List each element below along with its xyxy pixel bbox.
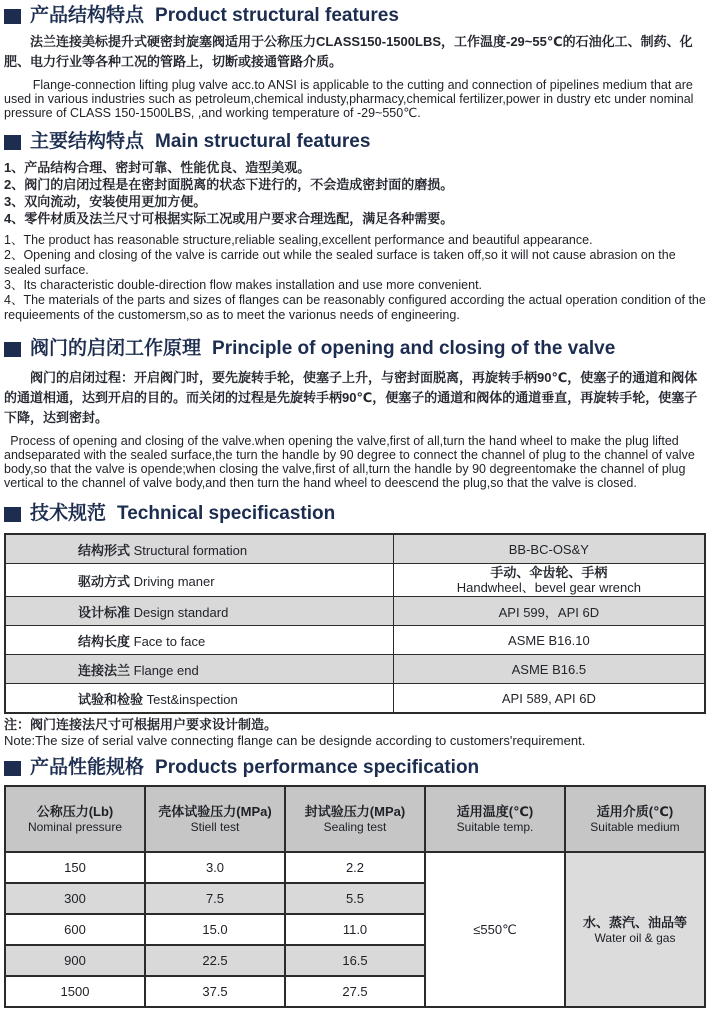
spec-label-en: Driving maner: [133, 573, 215, 589]
perf-pressure-cell: 150: [5, 852, 145, 883]
feature-list-en: [4, 233, 706, 323]
spec-row-face-to-face: [5, 626, 705, 655]
header-label-en: Suitable medium: [590, 820, 680, 834]
header-label-en: Nominal pressure: [27, 820, 123, 834]
technical-spec-table: [4, 533, 706, 714]
section-marker-icon: [4, 342, 21, 357]
perf-pressure-cell: 300: [5, 883, 145, 914]
perf-seal-cell: 27.5: [285, 976, 425, 1007]
section-title-en: Main structural features: [155, 131, 371, 152]
perf-header-row: [5, 786, 705, 852]
spec-label-zh: 试验和检验: [78, 691, 144, 707]
feature-item-zh: 4、零件材质及法兰尺寸可根据实际工况或用户要求合理选配，满足各种需要。: [4, 211, 454, 226]
spec-value-cell: BB-BC-OS&Y: [393, 534, 705, 564]
section-title-main-features: [4, 130, 706, 154]
section-title-performance: [4, 756, 706, 780]
spec-label-en: Structural formation: [133, 542, 248, 558]
header-label-zh: 适用介质(℃): [596, 804, 674, 819]
perf-seal-cell: 2.2: [285, 852, 425, 883]
medium-label-en: Water oil & gas: [594, 930, 676, 945]
features-paragraph-zh: 法兰连接美标提升式硬密封旋塞阀适用于公称压力CLASS150-1500LBS，工作温度-29~55℃的石油化工、制药、化肥、电力行业等各种工况的管路上，切断或接通管路介质。: [4, 34, 693, 69]
spec-row-design-standard: [5, 597, 705, 626]
perf-pressure-cell: 600: [5, 914, 145, 945]
perf-header-shell-test: [145, 786, 285, 852]
spec-label-cell: [5, 597, 393, 626]
perf-shell-cell: 3.0: [145, 852, 285, 883]
spec-value-cell: API 589, API 6D: [393, 684, 705, 714]
section-title-zh: 技术规范: [30, 503, 107, 524]
section-marker-icon: [4, 135, 21, 150]
section-performance-specification: [4, 756, 706, 1008]
spec-label-zh: 连接法兰: [78, 662, 131, 678]
perf-pressure-cell: 1500: [5, 976, 145, 1007]
spec-label-en: Design standard: [133, 604, 229, 620]
spec-label-cell: [5, 626, 393, 655]
feature-item-en: 1、The product has reasonable structure,reliable sealing,excellent performance and beautiful appearance.: [4, 233, 593, 247]
section-title-principle: [4, 337, 706, 361]
section-title-zh: 主要结构特点: [30, 131, 145, 152]
header-label-zh: 封试验压力(MPa): [304, 804, 406, 819]
spec-label-en: Flange end: [133, 662, 199, 678]
perf-header-suitable-medium: [565, 786, 705, 852]
spec-label-en: Test&inspection: [146, 691, 238, 707]
spec-label-cell: [5, 655, 393, 684]
section-main-structural-features: [4, 130, 706, 323]
perf-temp-cell: ≤550℃: [425, 852, 565, 1007]
header-label-zh: 公称压力(Lb): [36, 804, 114, 819]
section-title-zh: 产品性能规格: [30, 757, 145, 778]
feature-item-zh: 1、产品结构合理、密封可靠、性能优良、造型美观。: [4, 160, 311, 175]
perf-seal-cell: 16.5: [285, 945, 425, 976]
section-title-en: Principle of opening and closing of the valve: [212, 338, 616, 359]
section-title-zh: 产品结构特点: [30, 5, 145, 26]
perf-pressure-cell: 900: [5, 945, 145, 976]
spec-value-zh: 手动、伞齿轮、手柄: [490, 565, 608, 580]
spec-label-zh: 驱动方式: [78, 573, 131, 589]
section-title-zh: 阀门的启闭工作原理: [30, 338, 202, 359]
feature-item-zh: 3、双向流动，安装使用更加方便。: [4, 194, 207, 209]
header-label-en: Sealing test: [323, 820, 387, 834]
header-label-en: Suitable temp.: [456, 820, 534, 834]
section-marker-icon: [4, 9, 21, 24]
spec-row-flange-end: [5, 655, 705, 684]
section-title-tech-spec: [4, 502, 706, 526]
table-note: [4, 717, 706, 748]
section-product-structural-features: [4, 4, 706, 120]
principle-paragraph-en: Process of opening and closing of the valve.when opening the valve,first of all,turn the hand wheel to make the plug lifted andseparated with the sealed surface,the turn the handle by 90 degree to connect the channel of plug to the channel of valve body,so that the valve is opende;when closing the valve,first of all,turn the handle by 90 degreentomake the channel of plug vertical to the channel of valve body,and then turn the hand wheel to deescend the plug,so that the valve is closed.: [4, 434, 695, 490]
spec-value-cell: API 599，API 6D: [393, 597, 705, 626]
feature-list-zh: [4, 159, 706, 227]
spec-row-driving-manner: [5, 564, 705, 597]
spec-value-cell: ASME B16.10: [393, 626, 705, 655]
perf-seal-cell: 5.5: [285, 883, 425, 914]
section-marker-icon: [4, 507, 21, 522]
perf-header-suitable-temp: [425, 786, 565, 852]
spec-label-zh: 结构形式: [78, 542, 131, 558]
perf-shell-cell: 7.5: [145, 883, 285, 914]
header-label-zh: 适用温度(℃): [456, 804, 534, 819]
section-title-product-features: [4, 4, 706, 28]
feature-item-en: 2、Opening and closing of the valve is carride out while the sealed surface is taken off,so it will not cause abrasion on the sealed surface.: [4, 248, 676, 277]
feature-item-en: 3、Its characteristic double-direction flow makes installation and use more convenient.: [4, 278, 483, 292]
performance-spec-table: [4, 785, 706, 1008]
section-opening-closing-principle: [4, 337, 706, 490]
note-zh: 注：阀门连接法尺寸可根据用户要求设计制造。: [4, 717, 278, 732]
note-en: Note:The size of serial valve connecting flange can be designde according to customers'requirement.: [4, 733, 586, 748]
header-label-zh: 壳体试验压力(MPa): [158, 804, 272, 819]
medium-label-zh: 水、蒸汽、油品等: [582, 914, 687, 930]
perf-shell-cell: 37.5: [145, 976, 285, 1007]
spec-row-test-inspection: [5, 684, 705, 714]
spec-label-cell: [5, 564, 393, 597]
feature-item-zh: 2、阀门的启闭过程是在密封面脱离的状态下进行的，不会造成密封面的磨损。: [4, 177, 454, 192]
spec-label-cell: [5, 684, 393, 714]
spec-label-en: Face to face: [133, 633, 206, 649]
spec-value-cell: [393, 564, 705, 597]
section-title-en: Technical specificastion: [117, 503, 336, 524]
perf-shell-cell: 22.5: [145, 945, 285, 976]
perf-medium-cell: [565, 852, 705, 1007]
section-title-en: Products performance specification: [155, 757, 480, 778]
principle-paragraph-zh: 阀门的启闭过程：开启阀门时，要先旋转手轮，使塞子上升，与密封面脱离，再旋转手柄90℃，使塞子的通道和阀体的通道相通，达到开启的目的。而关闭的过程是先旋转手柄90℃，便塞子的通道和阀体的通道垂直，再旋转手轮，使塞子下降，达到密封。: [4, 370, 698, 425]
section-technical-specification: [4, 502, 706, 748]
perf-header-sealing-test: [285, 786, 425, 852]
header-label-en: Stiell test: [190, 820, 240, 834]
features-paragraph-en: Flange-connection lifting plug valve acc.to ANSI is applicable to the cutting and connection of pipelines medium that are used in various industries such as petroleum,chemical industy,pharmacy,chemical fertilizer,power in dustry etc under nominal pressure of CLASS 150-1500LBS, ,and working temperature of -29~550℃.: [4, 78, 694, 120]
perf-seal-cell: 11.0: [285, 914, 425, 945]
spec-label-zh: 结构长度: [78, 633, 131, 649]
spec-label-cell: [5, 534, 393, 564]
spec-row-structural-formation: [5, 534, 705, 564]
perf-shell-cell: 15.0: [145, 914, 285, 945]
section-marker-icon: [4, 761, 21, 776]
spec-value-cell: ASME B16.5: [393, 655, 705, 684]
section-title-en: Product structural features: [155, 5, 399, 26]
perf-header-nominal-pressure: [5, 786, 145, 852]
spec-label-zh: 设计标准: [78, 604, 131, 620]
spec-value-en: Handwheel、bevel gear wrench: [456, 580, 641, 595]
feature-item-en: 4、The materials of the parts and sizes of flanges can be reasonably configured according the actual operation condition of the requieements of the customersm,so as to meet the varionus needs of engineering.: [4, 293, 706, 322]
perf-row-150: [5, 852, 705, 883]
